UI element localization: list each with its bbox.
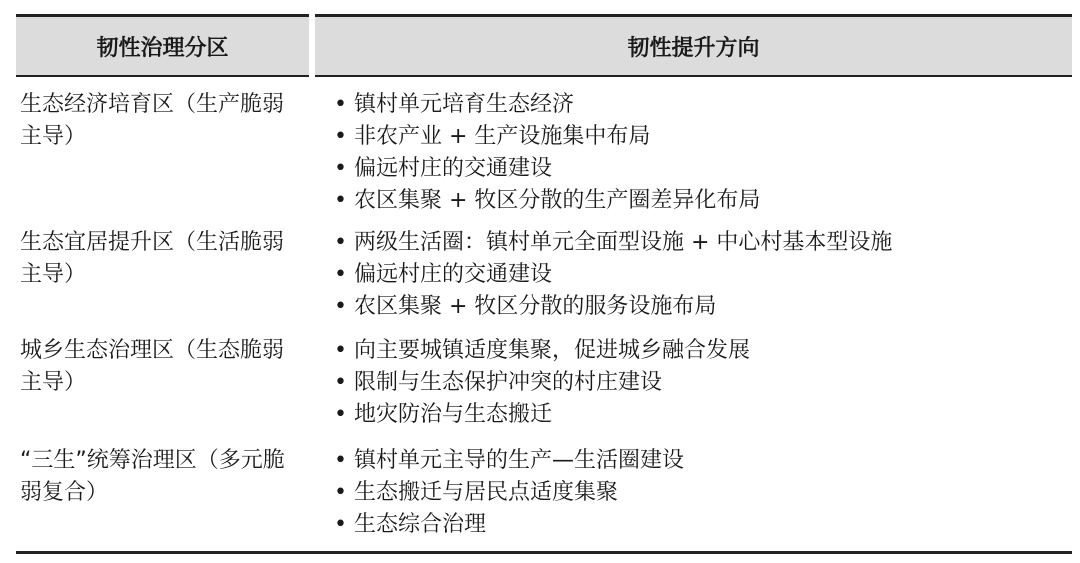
bullet-icon: • xyxy=(334,230,347,255)
bullet-icon: • xyxy=(334,402,347,427)
bullet-icon: • xyxy=(334,156,347,181)
list-item xyxy=(334,227,1072,259)
list-item-text: 农区集聚 + 牧区分散的生产圈差异化布局 xyxy=(354,188,761,213)
list-item xyxy=(334,153,1072,185)
list-item xyxy=(334,509,1072,541)
direction-cell xyxy=(312,435,1072,553)
direction-list xyxy=(334,445,1072,541)
bullet-icon: • xyxy=(334,92,347,117)
table xyxy=(16,14,1072,554)
zone-cell: 生态经济培育区（生产脆弱主导） xyxy=(20,92,285,149)
zone-cell: 城乡生态治理区（生态脆弱主导） xyxy=(20,338,285,395)
list-item xyxy=(334,335,1072,367)
bullet-icon: • xyxy=(334,294,347,319)
list-item xyxy=(334,445,1072,477)
list-item xyxy=(334,259,1072,291)
table-row xyxy=(16,327,1072,435)
zone-cell: 生态宜居提升区（生活脆弱主导） xyxy=(20,230,285,287)
list-item-text: 向主要城镇适度集聚，促进城乡融合发展 xyxy=(354,338,751,363)
list-item-text: 农区集聚 + 牧区分散的服务设施布局 xyxy=(354,294,717,319)
list-item-text: 非农产业 + 生产设施集中布局 xyxy=(354,124,651,149)
direction-cell xyxy=(312,219,1072,327)
table-row xyxy=(16,435,1072,553)
list-item-text: 镇村单元培育生态经济 xyxy=(354,92,575,117)
list-item xyxy=(334,89,1072,121)
header-row xyxy=(16,16,1072,77)
governance-table xyxy=(16,14,1072,554)
bullet-icon: • xyxy=(334,262,347,287)
list-item xyxy=(334,121,1072,153)
direction-list xyxy=(334,89,1072,217)
list-item-text: 生态搬迁与居民点适度集聚 xyxy=(354,480,619,505)
list-item xyxy=(334,477,1072,509)
list-item-text: 偏远村庄的交通建设 xyxy=(354,262,553,287)
list-item xyxy=(334,367,1072,399)
list-item-text: 偏远村庄的交通建设 xyxy=(354,156,553,181)
bullet-icon: • xyxy=(334,188,347,213)
bullet-icon: • xyxy=(334,512,347,537)
bullet-icon: • xyxy=(334,124,347,149)
direction-cell xyxy=(312,327,1072,435)
bullet-icon: • xyxy=(334,448,347,473)
header-zone: 韧性治理分区 xyxy=(16,16,312,77)
list-item xyxy=(334,399,1072,431)
zone-cell: “三生”统筹治理区（多元脆弱复合） xyxy=(16,435,312,553)
table-row xyxy=(16,76,1072,219)
list-item-text: 镇村单元主导的生产—生活圈建设 xyxy=(354,448,685,473)
list-item-text: 两级生活圈：镇村单元全面型设施 + 中心村基本型设施 xyxy=(354,230,893,255)
list-item-text: 生态综合治理 xyxy=(354,512,487,537)
bullet-icon: • xyxy=(334,480,347,505)
list-item-text: 限制与生态保护冲突的村庄建设 xyxy=(354,370,663,395)
bullet-icon: • xyxy=(334,370,347,395)
header-direction: 韧性提升方向 xyxy=(312,16,1072,77)
table-row xyxy=(16,219,1072,327)
direction-list xyxy=(334,335,1072,431)
bullet-icon: • xyxy=(334,338,347,363)
list-item xyxy=(334,185,1072,217)
list-item-text: 地灾防治与生态搬迁 xyxy=(354,402,553,427)
list-item xyxy=(334,291,1072,323)
direction-cell xyxy=(312,76,1072,219)
direction-list xyxy=(334,227,1072,323)
